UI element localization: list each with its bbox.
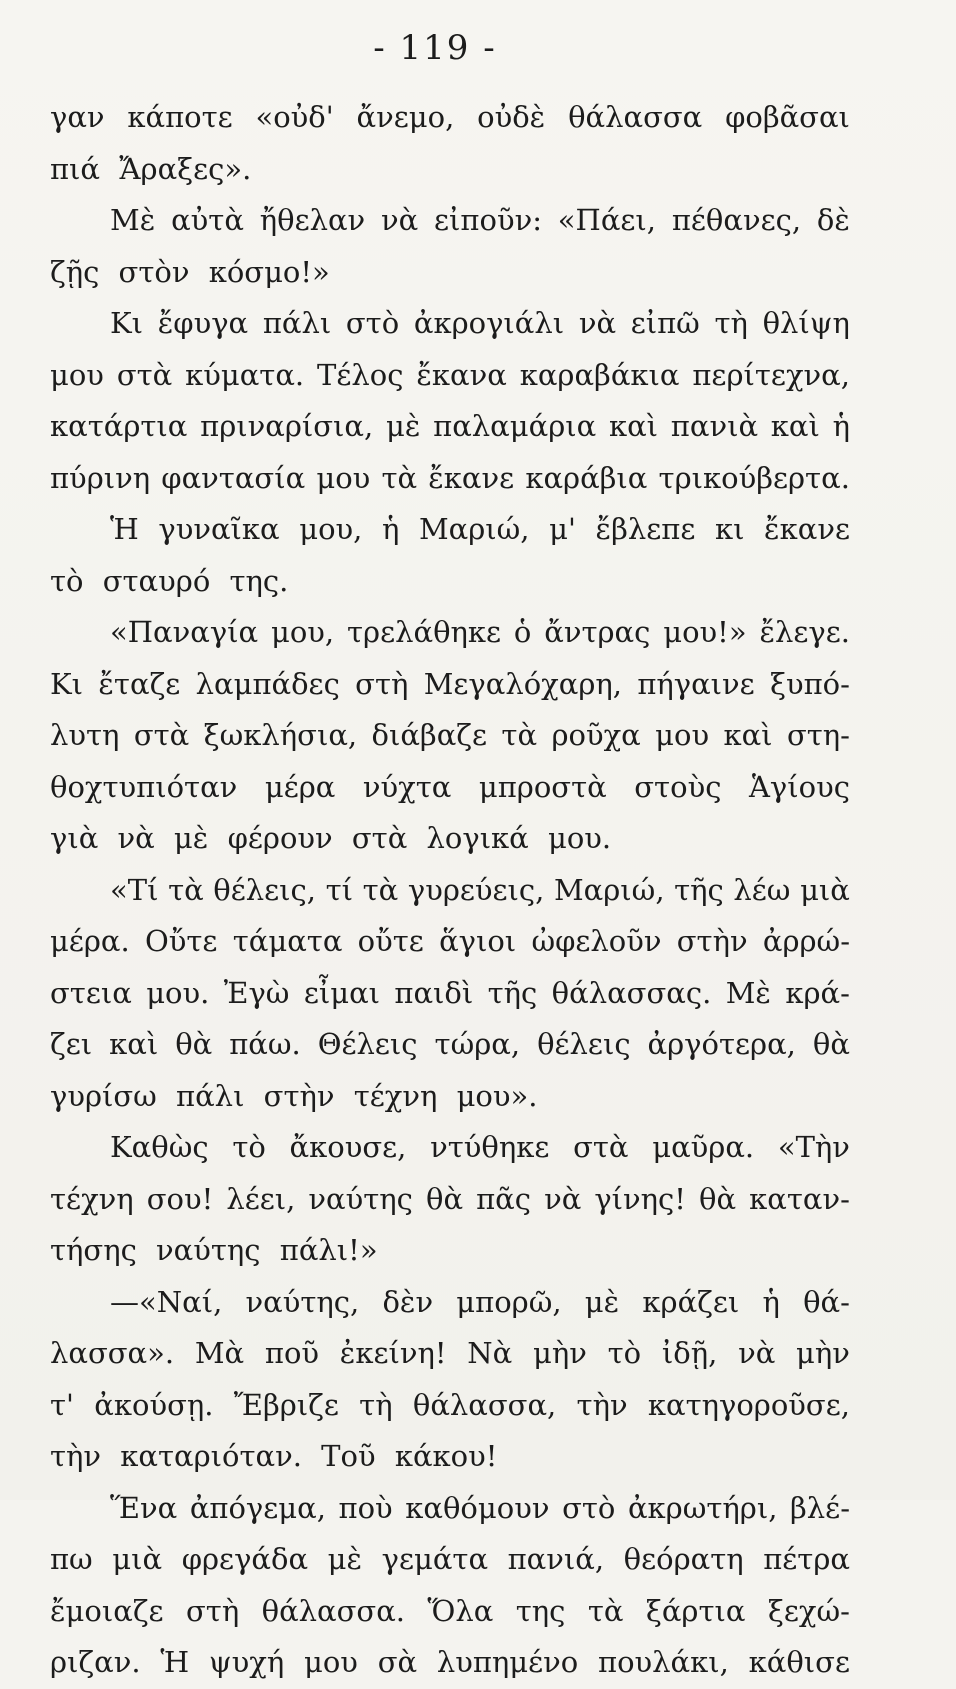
text-line: τήσης ναύτης πάλι!» [50,1233,378,1267]
text-line: ριζαν. Ἡ ψυχή μου σὰ λυπημένο πουλάκι, κάθισε [50,1645,850,1679]
text-line: πω μιὰ φρεγάδα μὲ γεμάτα πανιά, θεόρατη πέτρα [50,1542,850,1576]
text-line: Καθὼς τὸ ἄκουσε, ντύθηκε στὰ μαῦρα. «Τὴν [110,1130,850,1164]
text-line: τ' ἀκούσῃ. Ἔβριζε τὴ θάλασσα, τὴν κατηγοροῦσε, [50,1387,850,1422]
text-line: λυτη στὰ ξωκλήσια, διάβαζε τὰ ροῦχα μου καὶ στη- [50,718,850,752]
text-line: μου στὰ κύματα. Τέλος ἔκανα καραβάκια περίτεχνα, [50,357,850,392]
text-line: πύρινη φαντασία μου τὰ ἔκανε καράβια τρικούβερτα. [50,460,850,495]
text-line: «Τί τὰ θέλεις, τί τὰ γυρεύεις, Μαριώ, τῆς λέω μιὰ [110,872,850,907]
text-line: ζει καὶ θὰ πάω. Θέλεις τώρα, θέλεις ἀργότερα, θὰ [50,1027,850,1061]
text-line: θοχτυπιόταν μέρα νύχτα μπροστὰ στοὺς Ἁγίους [50,769,850,804]
text-line: μέρα. Οὔτε τάματα οὔτε ἅγιοι ὠφελοῦν στὴν ἀρρώ- [50,924,850,958]
text-line: τὴν καταριόταν. Τοῦ κάκου! [50,1439,498,1473]
text-line: Ἕνα ἀπόγεμα, ποὺ καθόμουν στὸ ἀκρωτήρι, βλέ- [110,1490,850,1525]
text-line: γαν κάποτε «οὐδ' ἄνεμο, οὐδὲ θάλασσα φοβᾶσαι [50,100,850,134]
text-line: —«Ναί, ναύτης, δὲν μπορῶ, μὲ κράζει ἡ θά- [110,1284,850,1319]
text-line: Κι ἔταζε λαμπάδες στὴ Μεγαλόχαρη, πήγαινε ξυπό- [50,666,850,701]
text-line: ἔμοιαζε στὴ θάλασσα. Ὅλα της τὰ ξάρτια ξεχώ- [50,1593,850,1628]
text-line: λασσα». Μὰ ποῦ ἐκείνη! Νὰ μὴν τὸ ἰδῇ, νὰ μὴν [50,1336,850,1370]
text-line: πιά Ἄραξες». [50,151,252,186]
text-line: γυρίσω πάλι στὴν τέχνη μου». [50,1078,538,1113]
text-line: κατάρτια πριναρίσια, μὲ παλαμάρια καὶ πανιὰ καὶ ἡ [50,409,850,443]
page-number: - 119 - [373,28,497,68]
text-line: «Παναγία μου, τρελάθηκε ὁ ἄντρας μου!» ἔλεγε. [110,615,850,649]
text-line: Μὲ αὐτὰ ἤθελαν νὰ εἰποῦν: «Πάει, πέθανες, δὲ [110,203,850,237]
text-line: τέχνη σου! λέει, ναύτης θὰ πᾶς νὰ γίνης! θὰ καταν- [50,1181,850,1216]
text-line: Κι ἔφυγα πάλι στὸ ἀκρογιάλι νὰ εἰπῶ τὴ θλίψη [110,306,850,340]
text-line: τὸ σταυρό της. [50,563,289,598]
body-text [50,92,850,1689]
text-line: Ἡ γυναῖκα μου, ἡ Μαριώ, μ' ἔβλεπε κι ἔκανε [110,512,850,546]
text-line: ζῇς στὸν κόσμο!» [50,254,330,289]
text-line: στεια μου. Ἐγὼ εἶμαι παιδὶ τῆς θάλασσας. Μὲ κρά- [50,975,850,1010]
text-line: γιὰ νὰ μὲ φέρουν στὰ λογικά μου. [50,821,612,855]
